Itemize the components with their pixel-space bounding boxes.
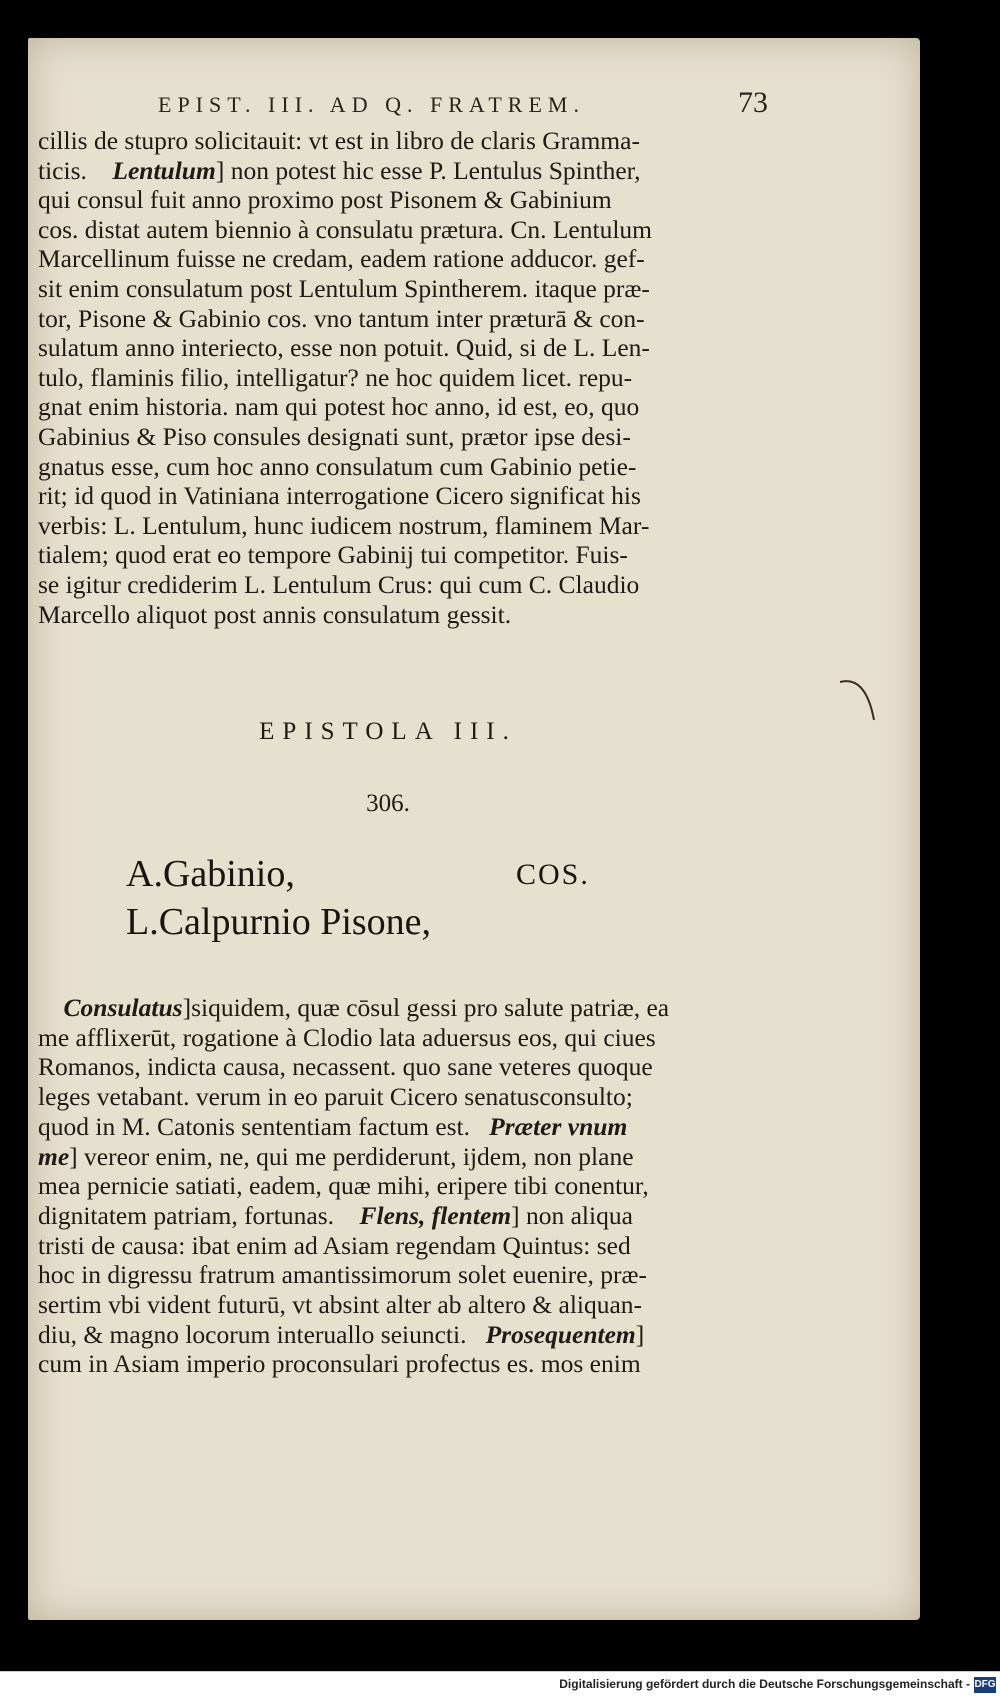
- text-line: sit enim consulatum post Lentulum Spintherem. itaque præ-: [38, 273, 650, 303]
- lemma-flens: Flens, flentem: [359, 1200, 512, 1230]
- funding-notice: Digitalisierung gefördert durch die Deutsche Forschungsgemeinschaft -: [559, 1677, 970, 1691]
- lemma-prosequentem: Prosequentem: [485, 1319, 636, 1349]
- lemma-lentulum: Lentulum: [112, 155, 216, 185]
- page-header: [128, 86, 768, 122]
- text-line: qui consul fuit anno proximo post Pisonem & Gabinium: [38, 185, 612, 215]
- text-line: leges vetabant. verum in eo paruit Cicero senatusconsulto;: [38, 1082, 633, 1112]
- page-number: 73: [738, 86, 768, 119]
- text-line: quod in M. Catonis sententiam factum est. Præter vnum: [38, 1111, 628, 1141]
- text-line: ticis. Lentulum] non potest hic esse P. Lentulus Spinther,: [38, 155, 641, 185]
- text-line: me afflixerūt, rogatione à Clodio lata aduersus eos, qui ciues: [38, 1022, 656, 1052]
- text-line: dignitatem patriam, fortunas. Flens, flentem] non aliqua: [38, 1200, 633, 1230]
- commentary-bottom: [38, 993, 758, 1379]
- text-line: cos. distat autem biennio à consulatu prætura. Cn. Lentulum: [38, 214, 653, 244]
- text-line: tor, Pisone & Gabinio cos. vno tantum inter præturā & con-: [38, 303, 645, 333]
- text-line: sulatum anno interiecto, esse non potuit. Quid, si de L. Len-: [38, 333, 650, 363]
- pencil-mark: [838, 676, 878, 726]
- text-line: tulo, flaminis filio, intelligatur? ne hoc quidem licet. repu-: [38, 362, 633, 392]
- epistle-title: EPISTOLA III.: [259, 718, 517, 745]
- consuls-label: COS.: [516, 858, 590, 891]
- text-line: verbis: L. Lentulum, hunc iudicem nostrum, flaminem Mar-: [38, 510, 650, 540]
- text-line: tialem; quod erat eo tempore Gabinij tui competitor. Fuis-: [38, 540, 628, 570]
- book-page: [28, 38, 920, 1620]
- text-line: Marcellinum fuisse ne credam, eadem ratione adducor. gef-: [38, 244, 645, 274]
- text-line: me] vereor enim, ne, qui me perdiderunt, ijdem, non plane: [38, 1141, 634, 1171]
- text-line: Gabinius & Piso consules designati sunt, prætor ipse desi-: [38, 421, 631, 451]
- lemma-me: me: [38, 1141, 70, 1171]
- text-line: sertim vbi vident futurū, vt absint alter ab altero & aliquan-: [38, 1290, 643, 1320]
- text-line: se igitur crediderim L. Lentulum Crus: qui cum C. Claudio: [38, 569, 640, 599]
- text-line: hoc in digressu fratrum amantissimorum solet euenire, præ-: [38, 1260, 648, 1290]
- text-line: gnat enim historia. nam qui potest hoc anno, id est, eo, quo: [38, 392, 640, 422]
- addressee-gabinio: A.Gabinio,: [126, 853, 295, 895]
- text-line: Romanos, indicta causa, necassent. quo sane veteres quoque: [38, 1052, 653, 1082]
- running-head: EPIST. III. AD Q. FRATREM.: [158, 92, 585, 117]
- text-line: Consulatus]siquidem, quæ cōsul gessi pro salute patriæ, ea: [63, 993, 670, 1022]
- text-line: Marcello aliquot post annis consulatum gessit.: [38, 599, 512, 629]
- text-line: rit; id quod in Vatiniana interrogatione Cicero significat his: [38, 481, 641, 511]
- addressee-pisone: L.Calpurnio Pisone,: [126, 901, 432, 943]
- text-line: cum in Asiam imperio proconsulari profectus es. mos enim: [38, 1349, 641, 1379]
- text-line: diu, & magno locorum interuallo seiuncti. Prosequentem]: [38, 1319, 645, 1349]
- text-line: mea pernicie satiati, eadem, quæ mihi, eripere tibi conentur,: [38, 1171, 649, 1201]
- lemma-praeter: Præter vnum: [489, 1111, 628, 1141]
- epistle-number: 306.: [366, 790, 410, 817]
- commentary-top: [38, 126, 758, 629]
- text-line: cillis de stupro solicitauit: vt est in libro de claris Gramma-: [38, 126, 640, 155]
- digitization-footer: [0, 1671, 1000, 1700]
- dfg-logo-icon: DFG: [974, 1677, 996, 1693]
- text-line: tristi de causa: ibat enim ad Asiam regendam Quintus: sed: [38, 1230, 631, 1260]
- text-line: gnatus esse, cum hoc anno consulatum cum Gabinio petie-: [38, 451, 637, 481]
- addressees-block: [126, 850, 431, 946]
- lemma-consulatus: Consulatus: [63, 993, 183, 1022]
